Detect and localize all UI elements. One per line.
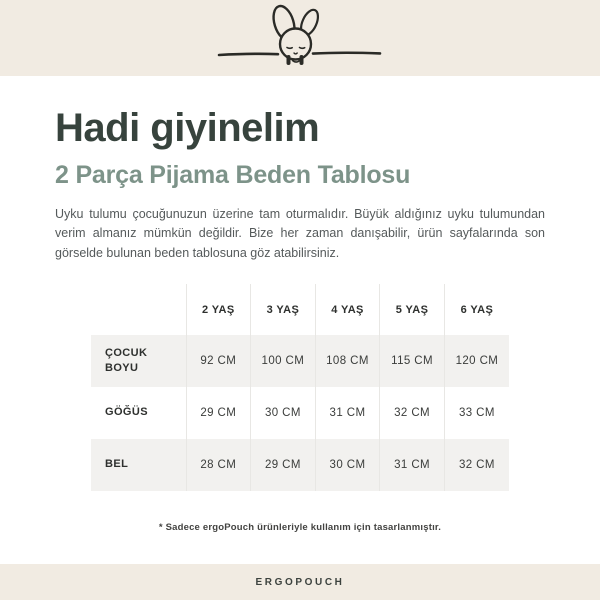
intro-paragraph: Uyku tulumu çocuğunuzun üzerine tam oturmalıdır. Büyük aldığınız uyku tulumundan verim almanız mümkün değildir. Bize her zaman danışabilir, ürün sayfalarında son görselde bulunan beden tablosuna göz atabilirsiniz.	[55, 206, 545, 260]
size-value-cell: 28 CM	[186, 439, 251, 491]
size-table-row	[91, 439, 509, 491]
size-value-cell: 29 CM	[186, 387, 251, 439]
header-band	[0, 0, 600, 76]
footnote: * Sadece ergoPouch ürünleriyle kullanım için tasarlanmıştır.	[158, 522, 442, 534]
size-value-cell: 29 CM	[251, 439, 316, 491]
brand-wordmark: ERGOPOUCH	[255, 576, 345, 588]
size-table-row	[91, 335, 509, 387]
size-table-corner-cell	[91, 284, 186, 335]
size-value-cell: 108 CM	[315, 335, 380, 387]
size-value-cell: 31 CM	[380, 439, 445, 491]
size-value-cell: 33 CM	[444, 387, 509, 439]
footer-band	[0, 564, 600, 600]
size-value-cell: 100 CM	[251, 335, 316, 387]
measurement-row-label: ÇOCUK BOYU	[105, 346, 148, 375]
size-value-cell: 120 CM	[444, 335, 509, 387]
size-table	[91, 284, 509, 491]
size-table-header-row	[91, 284, 509, 335]
size-value-cell: 92 CM	[186, 335, 251, 387]
measurement-row-label: GÖĞÜS	[105, 406, 148, 419]
size-table-row	[91, 387, 509, 439]
age-column-header: 5 YAŞ	[380, 284, 445, 335]
page-subtitle: 2 Parça Pijama Beden Tablosu	[55, 161, 411, 190]
age-column-header: 2 YAŞ	[186, 284, 251, 335]
age-column-header: 6 YAŞ	[444, 284, 509, 335]
size-value-cell: 30 CM	[315, 439, 380, 491]
size-value-cell: 30 CM	[251, 387, 316, 439]
size-table-wrapper	[91, 284, 509, 491]
measurement-row-label: BEL	[105, 458, 129, 471]
size-value-cell: 115 CM	[380, 335, 445, 387]
age-column-header: 4 YAŞ	[315, 284, 380, 335]
bunny-icon	[210, 1, 390, 75]
page-title: Hadi giyinelim	[55, 106, 320, 150]
size-value-cell: 32 CM	[444, 439, 509, 491]
size-value-cell: 31 CM	[315, 387, 380, 439]
size-value-cell: 32 CM	[380, 387, 445, 439]
age-column-header: 3 YAŞ	[251, 284, 316, 335]
main-content	[0, 76, 600, 533]
